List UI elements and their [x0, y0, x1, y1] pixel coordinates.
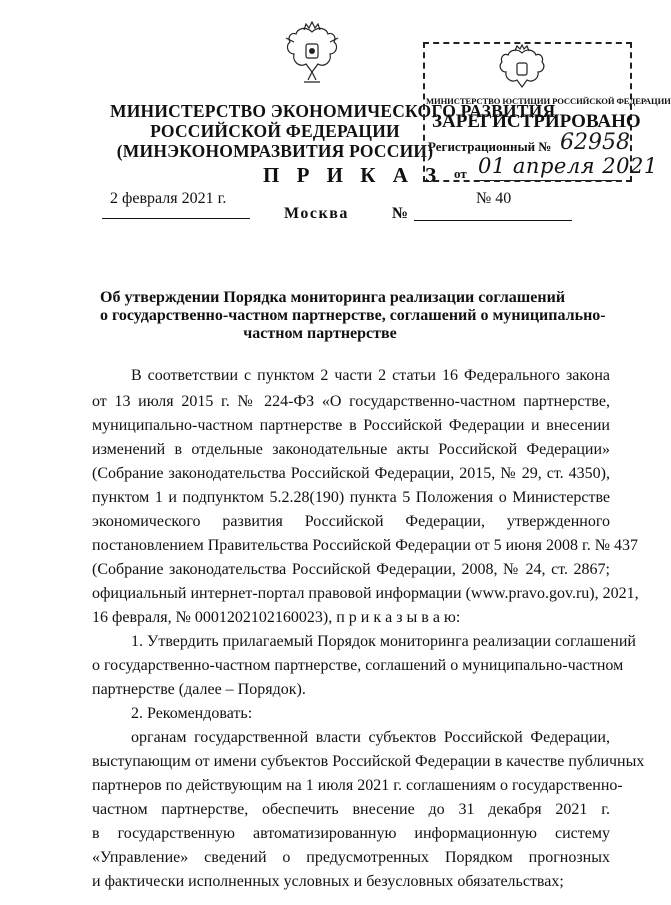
- body-line: официальный интернет-портал правовой информации (www.pravo.gov.ru), 2021,: [92, 585, 639, 602]
- body-line: от 13 июля 2015 г. № 224-ФЗ «О государственно-частном партнерстве,: [92, 393, 610, 410]
- body-line: «Управление» сведений о предусмотренных Порядком прогнозных: [92, 849, 610, 866]
- number-underline: [414, 220, 572, 221]
- body-line: В соответствии с пунктом 2 части 2 статьи 16 Федерального закона: [131, 367, 610, 384]
- stamp-date-value: 01 апреля 2021: [478, 154, 658, 178]
- body-line: выступающим от имени субъектов Российской Федерации в качестве публичных: [92, 753, 645, 770]
- body-line: о государственно-частном партнерстве, соглашений о муниципально-частном: [92, 657, 624, 674]
- body-line: постановлением Правительства Российской Федерации от 5 июня 2008 г. № 437: [92, 537, 639, 554]
- body-line: изменений в отдельные законодательные акты Российской Федерации»: [92, 441, 610, 458]
- number-sign: №: [392, 205, 409, 222]
- stamp-date-underline: [476, 180, 622, 181]
- title-line: Об утверждении Порядка мониторинга реализации соглашений: [100, 289, 566, 306]
- body-line: (Собрание законодательства Российской Федерации, 2015, № 29, ст. 4350),: [92, 465, 610, 482]
- body-line: (Собрание законодательства Российской Федерации, 2008, № 24, ст. 2867;: [92, 561, 610, 578]
- document-city: Москва: [284, 205, 349, 222]
- body-line: органам государственной власти субъектов Российской Федерации,: [131, 729, 610, 746]
- ministry-name-line1: МИНИСТЕРСТВО ЭКОНОМИЧЕСКОГО РАЗВИТИЯ: [110, 101, 556, 121]
- coat-of-arms-emblem: [282, 22, 342, 88]
- body-line: партнерстве (далее – Порядок).: [92, 681, 306, 698]
- stamp-organization: МИНИСТЕРСТВО ЮСТИЦИИ РОССИЙСКОЙ ФЕДЕРАЦИИ: [426, 96, 671, 106]
- stamp-reg-number: 62958: [560, 130, 630, 155]
- ministry-name-line3: (МИНЭКОНОМРАЗВИТИЯ РОССИИ): [116, 141, 434, 161]
- stamp-date-prefix: от: [454, 166, 467, 181]
- body-line: муниципально-частном партнерстве в Российской Федерации и внесении: [92, 417, 610, 434]
- title-line: о государственно-частном партнерстве, соглашений о муниципально-: [100, 307, 606, 324]
- stamp-reg-label: Регистрационный №: [428, 139, 552, 154]
- stamp-status: ЗАРЕГИСТРИРОВАНО: [432, 111, 641, 132]
- title-line: частном партнерстве: [243, 325, 397, 342]
- body-line: 2. Рекомендовать:: [131, 705, 253, 722]
- document-date: 2 февраля 2021 г.: [110, 190, 227, 207]
- ministry-name-line2: РОССИЙСКОЙ ФЕДЕРАЦИИ: [150, 121, 400, 141]
- document-type: П Р И К А З: [263, 163, 443, 187]
- body-line: 16 февраля, № 0001202102160023), п р и к а з ы в а ю:: [92, 609, 461, 626]
- stamp-emblem-icon: [495, 45, 549, 93]
- body-line: в государственную автоматизированную информационную систему: [92, 825, 610, 842]
- body-line: партнеров по действующим на 1 июля 2021 г. соглашениям о государственно-: [92, 777, 623, 794]
- document-title: [100, 289, 606, 343]
- body-line: пунктом 1 и подпунктом 5.2.28(190) пункта 5 Положения о Министерстве: [92, 489, 610, 506]
- body-line: и фактически исполненных условных и безусловных обязательствах;: [92, 873, 564, 890]
- document-number: № 40: [476, 190, 512, 207]
- body-line: частном партнерстве, обеспечить внесение до 31 декабря 2021 г.: [92, 801, 610, 818]
- date-underline: [102, 218, 250, 219]
- body-line: экономического развития Российской Федерации, утвержденного: [92, 513, 610, 530]
- body-line: 1. Утвердить прилагаемый Порядок мониторинга реализации соглашений: [131, 633, 636, 650]
